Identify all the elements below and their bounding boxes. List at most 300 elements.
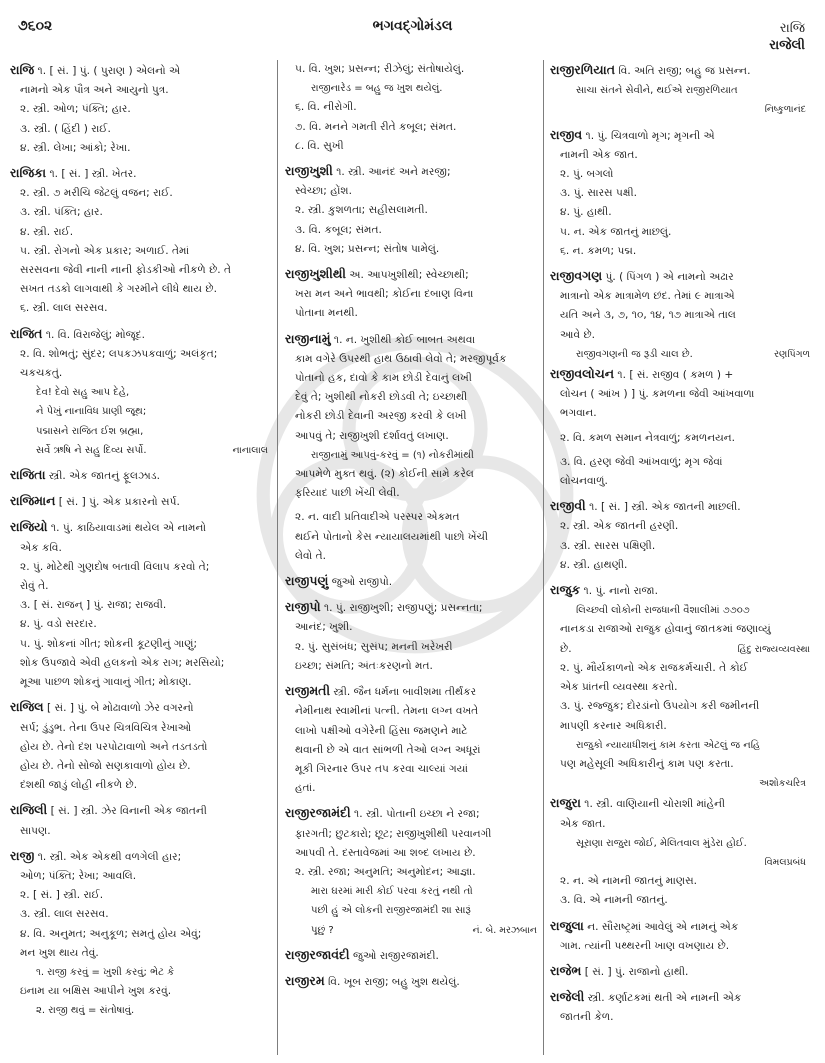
- definition-line: [10, 596, 268, 615]
- line-text: રાજુકો ન્યાયાધીશનું કામ કરતા એટલું જ નહિ: [576, 739, 761, 751]
- entry-headword-line: [285, 161, 537, 182]
- citation-source: [550, 100, 810, 119]
- headword: રાજીખુશીથી: [285, 266, 347, 282]
- definition-line: [550, 453, 810, 472]
- line-text: ૩. સ્ત્રી. સારસ પક્ષિણી.: [560, 539, 656, 552]
- column-divider: [277, 60, 278, 1055]
- line-text: ૫. વિ. ખુશ; પ્રસન્ન; રીઝેલું; સંતોષાયેલું.: [295, 63, 465, 75]
- line-text: ૩. સ્ત્રી. પંક્તિ; હાર.: [20, 206, 103, 219]
- definition-line: [285, 508, 537, 527]
- entry-headword-line: [550, 916, 810, 937]
- definition-line: [10, 776, 268, 795]
- definition-line: [550, 556, 810, 575]
- definition-line: [10, 635, 268, 654]
- line-text: નાનકડા રાજાઓ રાજુક હોવાનું જાતકમાં જણાવ્યું: [560, 623, 771, 636]
- definition-line: [550, 755, 810, 774]
- definition-line: [285, 825, 537, 844]
- definition-line: [285, 369, 537, 388]
- definition-line: [285, 60, 537, 79]
- guide-word-first: રાજિ: [779, 21, 805, 36]
- line-text: ૪. વિ. અનુમત; અનુકૂળ; સમતું હોય એવું;: [20, 927, 202, 940]
- line-text: વિ. ખૂબ રાજી; બહુ ખુશ થયેલું.: [324, 975, 460, 988]
- citation-line: [285, 921, 537, 940]
- line-text: ૨. પું. સુસંબંધ; સુસંપ; મનની ખરેખરી: [295, 640, 453, 653]
- entry-headword-line: [550, 987, 810, 1008]
- line-text: રાજીનારેડ = બહુ જ ખુશ થયેલું.: [311, 83, 443, 95]
- citation-line: [285, 901, 537, 920]
- line-text: આપમેળે મુક્ત થવું. (૨) કોઈની સામે કરેલ: [295, 468, 474, 481]
- entry-headword-line: [550, 793, 810, 814]
- headword: રાજિત: [10, 325, 43, 341]
- line-text: ૩. વિ. હરણ જેવી આંખવાળું; મૃગ જેવાં: [560, 455, 723, 468]
- line-text: ૨. સ્ત્રી. રજા; અનુમતિ; અનુમોદન; આજ્ઞા.: [295, 865, 476, 878]
- entry-headword-line: [550, 961, 810, 982]
- line-text: સ્ત્રી. એક જાતનું ફૂલઝાડ.: [45, 470, 160, 483]
- line-text: કામ વગેરે ઉપરથી હાથ ઉઠાવી લેવો તે; મરજીપૂર્વક: [295, 352, 507, 365]
- line-text: ઓળ; પંક્તિ; રેખા; આવલિ.: [20, 869, 137, 882]
- citation-source: હિંદુ રાજ્યવ્યવસ્થા: [737, 643, 810, 655]
- line-text: ૨. પું. મોટેથી ગુણદોષ બતાવી વિલાપ કરવો તે;: [20, 560, 210, 573]
- line-text: ૧. સ્ત્રી. આનંદ અને મરજી;: [332, 166, 451, 179]
- line-text: [ સં. ] પું. બે મોઢાવાળો ઝેર વગરનો: [43, 702, 194, 715]
- line-text: ૭. વિ. મનને ગમતી રીતે કબૂલ; સંમત.: [295, 120, 457, 133]
- line-text: ૧. [ સં. ] પું. ( પુરાણ ) એલનો એ: [34, 65, 181, 77]
- definition-line: [285, 137, 537, 156]
- definition-line: [285, 844, 537, 863]
- line-text: રાજીવગણની જ રૂડી ચાલ છે.: [576, 348, 693, 360]
- entry-headword-line: [285, 571, 537, 592]
- line-text: ઇનામ યા બક્ષિસ આપીને ખુશ કરવું.: [20, 985, 172, 998]
- entry-headword-line: [550, 60, 810, 81]
- line-text: નિષ્કુળાનંદ: [764, 104, 806, 116]
- definition-line: [550, 472, 810, 491]
- line-text: ૩. પું. રજ્જુક; દોરડાંનો ઉપયોગ કરી જમીનની: [560, 700, 760, 713]
- entry-headword-line: [285, 945, 537, 966]
- line-text: પોતાના મનથી.: [295, 307, 358, 320]
- line-text: હોય છે. તેનો સોજો સણકાવાળો હોય છે.: [20, 759, 191, 772]
- guide-words: [769, 20, 805, 54]
- definition-line: [285, 465, 537, 484]
- citation-line: [550, 601, 810, 620]
- line-text: ૫. સ્ત્રી. રોગનો એક પ્રકાર; અળાઈ. તેમાં: [20, 244, 190, 257]
- definition-line: [550, 287, 810, 306]
- line-text: પૂછું ?: [311, 924, 334, 936]
- line-text: ૫. પું. શોકનાં ગીત; શોકની કૂટણીનું ગાણું;: [20, 637, 198, 650]
- definition-line: [10, 982, 268, 1001]
- entry-headword-line: [285, 329, 537, 350]
- entry-headword-line: [285, 597, 537, 618]
- page-number: ૭૬૦૨: [18, 18, 53, 34]
- line-text: દંશથી જાડું લોહી નીકળે છે.: [20, 779, 138, 792]
- line-text: એક કવિ.: [20, 541, 62, 554]
- line-text: ૨. વિ. શોભતું; સુંદર; લપકઝપકવાળું; અલંકૃત;: [20, 347, 218, 360]
- definition-line: [10, 673, 268, 692]
- line-text: શોક ઉપજાવે એવી હલકનો એક રાગ; મરસિયો;: [20, 656, 225, 669]
- line-text: ૩. [ સં. રાજન્ ] પું. રાજા; રાજવી.: [20, 599, 167, 612]
- definition-line: [285, 407, 537, 426]
- line-text: [ સં. ] પું. રાજાનો હાથી.: [581, 965, 689, 978]
- definition-line: [285, 638, 537, 657]
- line-text: આવે છે.: [560, 328, 595, 341]
- definition-line: [550, 697, 810, 716]
- headword: રાજીખુશી: [285, 163, 333, 179]
- headword: રાજીવી: [550, 498, 586, 514]
- line-text: ૪. વિ. ખુશ; પ્રસન્ન; સંતોષ પામેલું.: [295, 242, 440, 255]
- line-text: હતાં.: [295, 782, 316, 795]
- line-text: આપવું તે; રાજીખુશી દર્શાવતું લખાણ.: [295, 429, 449, 442]
- line-text: ૬. ન. કમળ; પદ્મ.: [560, 244, 637, 257]
- definition-line: [285, 863, 537, 882]
- definition-line: [550, 659, 810, 678]
- line-text: ને પેખું નાનાવિધ પ્રાણી જૂથ;: [36, 406, 147, 418]
- line-text: ૩. વિ. એ નામની જાતનું.: [560, 894, 668, 907]
- line-text: ખરા મન અને ભાવથી; કોઈના દબાણ વિના: [295, 288, 474, 301]
- definition-line: [285, 528, 537, 547]
- page-header: [0, 14, 825, 58]
- line-text: ૧. સ્ત્રી. વાણિયાની ચોરાશી માંહેની: [580, 798, 726, 811]
- definition-line: [550, 891, 810, 910]
- headword: રાજિયો: [10, 519, 48, 535]
- definition-line: [285, 118, 537, 137]
- line-text: નોકરી છોડી દેવાની અરજી કરવી કે લખી: [295, 410, 467, 423]
- line-text: ૨. [ સં. ] સ્ત્રી. રાઈ.: [20, 889, 104, 902]
- entry-headword-line: [10, 465, 268, 486]
- headword: રાજિતા: [10, 467, 46, 483]
- entry-headword-line: [550, 125, 810, 146]
- headword: રાજેલી: [550, 989, 585, 1005]
- line-text: થવાની છે એ વાત સાંભળી તેઓ લગ્ન અધૂરાં: [295, 743, 481, 756]
- citation-source: નં. બે. મરઝબાન: [472, 924, 537, 936]
- definition-line: [550, 537, 810, 556]
- definition-line: [10, 822, 268, 841]
- definition-line: [550, 165, 810, 184]
- running-title: ભગવદ્ગોમંડલ: [372, 18, 453, 34]
- line-text: પણ મહેસૂલી અધિકારીનું કામ પણ કરતા.: [560, 757, 734, 770]
- definition-line: [550, 223, 810, 242]
- line-text: સ્ત્રી. કર્ણાટકમાં થતી એ નામની એક: [584, 992, 742, 1005]
- definition-line: [550, 184, 810, 203]
- headword: રાજીરજાવંદી: [285, 946, 350, 962]
- line-text: ૨. ન. વાદી પ્રતિવાદીએ પરસ્પર એકમત: [295, 511, 460, 524]
- definition-line: [285, 304, 537, 323]
- entry-headword-line: [10, 491, 268, 512]
- line-text: નામનો એક પૌત્ર અને આયુનો પુત્ર.: [20, 84, 169, 97]
- definition-line: [285, 779, 537, 798]
- line-text: પદ્માસને રાજિત ઈશ બ્રહ્મા,: [36, 425, 144, 437]
- line-text: [ સં. ] સ્ત્રી. ઝેર વિનાની એક જાતની: [47, 805, 207, 818]
- definition-line: [10, 81, 268, 100]
- line-text: ન. સૌરાષ્ટ્રમાં આવેલું એ નામનું એક: [583, 920, 739, 933]
- line-text: [ સં. ] પું. એક પ્રકારનો સર્પ.: [55, 496, 180, 509]
- line-text: ૧. સ્ત્રી. પોતાની ઇચ્છા ને રજા;: [350, 808, 480, 821]
- definition-line: [285, 741, 537, 760]
- definition-line: [10, 577, 268, 596]
- definition-line: [10, 905, 268, 924]
- headword: રાજુરા: [550, 795, 581, 811]
- definition-line: [550, 385, 810, 404]
- definition-line: [285, 722, 537, 741]
- line-text: ભગવાન.: [560, 407, 597, 420]
- line-text: સૂરાણા રાજુરા જોઈ, મેલિતવાલ મુંડેરા હોઈ.: [576, 837, 747, 849]
- definition-line: [285, 618, 537, 637]
- line-text: ઇચ્છા; સંમતિ; અંતઃકરણનો મત.: [295, 659, 433, 672]
- headword: રાજિલી: [10, 802, 48, 818]
- line-text: થઈને પોતાનો કેસ ન્યાયાલયમાંથી પાછો ખેંચી: [295, 530, 489, 543]
- entry-headword-line: [10, 697, 268, 718]
- citation-line: [285, 446, 537, 465]
- line-text: ૪. સ્ત્રી. હાથણી.: [560, 558, 628, 571]
- line-text: ૧. પું. ચિત્રવાળો મૃગ; મૃગની એ: [582, 129, 715, 142]
- line-text: છે.: [560, 642, 572, 655]
- line-text: ૧. [ સં. રાજીવ ( કમળ ) +: [614, 369, 734, 382]
- citation-line: [10, 441, 268, 460]
- definition-line: [285, 760, 537, 779]
- line-text: લેવો તે.: [295, 549, 327, 562]
- line-text: ૫. ન. એક જાતનું માછલું.: [560, 225, 672, 238]
- line-text: પછી હું એ લોકની રાજીરજામંદી શા સારૂં: [311, 905, 471, 917]
- line-text: મન ખુશ થાય તેવું.: [20, 946, 99, 959]
- definition-line: [10, 867, 268, 886]
- line-text: ૨. સ્ત્રી. ઓળ; પંક્તિ; હાર.: [20, 103, 131, 116]
- headword: રાજીમતી: [285, 683, 331, 699]
- headword: રાજીવ: [550, 126, 583, 142]
- headword: રાજુક: [550, 582, 581, 598]
- headword: રાજીવલોચન: [550, 366, 615, 382]
- line-text: ૬. સ્ત્રી. લાલ સરસવ.: [20, 302, 108, 315]
- line-text: ૪. સ્ત્રી. રાઈ.: [20, 225, 74, 238]
- citation-line: [10, 1001, 268, 1020]
- line-text: હોય છે. તેનો દંશ પરપોટાવાળો અને તડતડતો: [20, 740, 208, 753]
- definition-line: [10, 944, 268, 963]
- citation-line: [550, 736, 810, 755]
- entry-headword-line: [550, 580, 810, 601]
- column-right: [550, 60, 810, 1055]
- definition-line: [10, 242, 268, 261]
- line-text: ૮. વિ. સુખી: [295, 139, 344, 152]
- definition-line: [10, 615, 268, 634]
- line-text: ૬. વિ. નીરોગી.: [295, 101, 357, 114]
- line-text: દેવ! દેવો સહુ આપ દેહે,: [36, 387, 130, 399]
- column-divider: [543, 60, 544, 1055]
- definition-line: [10, 100, 268, 119]
- definition-line: [285, 350, 537, 369]
- line-text: ૨. વિ. કમળ સમાન નેત્રવાળું; કમળનયન.: [560, 431, 736, 444]
- definition-line: [550, 203, 810, 222]
- line-text: રોવું તે.: [20, 580, 49, 593]
- citation-source: [550, 853, 810, 872]
- line-text: ૩. પું. સારસ પક્ષી.: [560, 187, 637, 200]
- entry-headword-line: [550, 496, 810, 517]
- line-text: મારા ઘરમાં મારી કોઈ પરવા કરતું નથી તો: [311, 886, 473, 898]
- headword: રાજીપણું: [285, 573, 329, 589]
- definition-line: [285, 388, 537, 407]
- line-text: રાજીનામું આપવું-કરવું = (૧) નોકરીમાંથી: [311, 449, 474, 461]
- citation-line: [550, 345, 810, 364]
- definition-line: [285, 98, 537, 117]
- line-text: લોચનવાળું.: [560, 475, 608, 488]
- line-text: ૨. ન. એ નામની જાતનું માણસ.: [560, 875, 698, 888]
- entry-headword-line: [10, 846, 268, 867]
- definition-line: [285, 547, 537, 566]
- entry-headword-line: [10, 517, 268, 538]
- definition-line: [10, 719, 268, 738]
- definition-line: [550, 242, 810, 261]
- line-text: જુઓ રાજીરજામંદી.: [349, 949, 439, 962]
- line-text: સરસવના જેવી નાની નાની ફોડકીઓ નીકળે છે. તે: [20, 264, 232, 277]
- line-text: વિમલપ્રબંધ: [764, 856, 806, 868]
- definition-line: [285, 221, 537, 240]
- headword: રાજીનામું: [285, 330, 331, 346]
- line-text: આનંદ; ખુશી.: [295, 621, 353, 634]
- definition-line: [10, 261, 268, 280]
- definition-line: [10, 139, 268, 158]
- entry-headword-line: [285, 803, 537, 824]
- headword: રાજીપો: [285, 599, 321, 615]
- definition-line: [10, 539, 268, 558]
- line-text: માત્રાનો એક માત્રામેળ છંદ. તેમાં ૯ માત્રાએ: [560, 290, 735, 303]
- line-text: ૨. રાજી થવું = સંતોષાવું.: [36, 1005, 135, 1017]
- definition-line: [285, 702, 537, 721]
- line-text: ૪. સ્ત્રી. લેખા; આંકો; રેખા.: [20, 141, 131, 154]
- line-text: પું. ( પિંગળ ) એ નામનો અઢાર: [602, 271, 734, 284]
- entry-headword-line: [550, 266, 810, 287]
- entry-headword-line: [285, 264, 537, 285]
- line-text: યતિ અને ૩, ૭, ૧૦, ૧૪, ૧૭ માત્રાએ તાલ: [560, 309, 736, 322]
- line-text: એક જાત.: [560, 817, 606, 830]
- line-text: એક પ્રાંતની વ્યવસ્થા કરતો.: [560, 681, 678, 694]
- line-text: સ્ત્રી. જૈન ધર્મના બાવીશમા તીર્થંકર: [330, 686, 477, 699]
- line-text: વિ. અતિ રાજી; બહુ જ પ્રસન્ન.: [614, 65, 751, 77]
- definition-line: [10, 757, 268, 776]
- line-text: ૧. પું. રાજીખુશી; રાજીપણું; પ્રસન્નતા;: [320, 602, 483, 615]
- line-text: મૂઆ પાછળ શોકનું ગાવાનું ગીત; મોકાણ.: [20, 676, 192, 689]
- line-text: ૧. ન. ખુશીથી કોઈ બાબત અથવા: [330, 333, 476, 346]
- line-text: ૨. સ્ત્રી. એક જાતની હરણી.: [560, 520, 679, 533]
- line-text: ૪. પું. વડો સરદાર.: [20, 618, 97, 631]
- line-text: ૧. [ સં. ] સ્ત્રી. એક જાતની માછલી.: [585, 501, 741, 514]
- citation-line: [550, 834, 810, 853]
- line-text: ૨. પું. બગલો: [560, 168, 614, 181]
- definition-line: [550, 872, 810, 891]
- line-text: અ. આપખુશીથી; સ્વેચ્છાથી;: [346, 269, 469, 282]
- definition-line: [550, 937, 810, 956]
- line-text: જુઓ રાજીપો.: [328, 576, 393, 589]
- line-text: મૂકી ગિરનાર ઉપર તપ કરવા ચાલ્યાં ગયાં: [295, 762, 469, 775]
- line-text: લાખો પક્ષીઓ વગેરેની હિંસા જમણને માટે: [295, 724, 468, 737]
- definition-line: [10, 184, 268, 203]
- line-text: પોતાનો હક, દાવો કે કામ છોડી દેવાનું લખી: [295, 372, 472, 385]
- definition-line: [10, 738, 268, 757]
- definition-line: [550, 146, 810, 165]
- definition-line: [550, 815, 810, 834]
- definition-line: [10, 223, 268, 242]
- definition-line: [10, 120, 268, 139]
- line-text: ૧. રાજી કરવું = ખુશી કરવું; ભેટ કે: [36, 966, 175, 978]
- citation-line: [10, 383, 268, 402]
- definition-line: [10, 654, 268, 673]
- line-text: ૧. [ સં. ] સ્ત્રી. ખેતર.: [46, 168, 137, 181]
- line-text: ૧. સ્ત્રી. એક એકથી વળગેલી હાર;: [34, 850, 182, 863]
- line-text: સાપણ.: [20, 824, 51, 837]
- line-text: ૧. પું. નાનો રાજા.: [580, 585, 659, 598]
- line-text: ગામ. ત્યાંની પથ્થરની ખાણ વખણાય છે.: [560, 939, 730, 952]
- line-text: ૨. સ્ત્રી. ૭ મરીચિ જેટલું વજન; રાઈ.: [20, 187, 173, 200]
- entry-headword-line: [285, 681, 537, 702]
- line-text: લોચન ( આંખ ) ] પું. કમળના જેવી આંખવાળા: [560, 388, 755, 401]
- entry-headword-line: [10, 163, 268, 184]
- line-text: સ્વેચ્છા; હોંશ.: [295, 185, 352, 198]
- headword: રાજિલ: [10, 699, 44, 715]
- entry-headword-line: [285, 971, 537, 992]
- entry-headword-line: [550, 364, 810, 385]
- line-text: દેવું તે; ખુશીથી નોકરી છોડવી તે; ઇચ્છાથી: [295, 391, 468, 404]
- definition-line: [550, 326, 810, 345]
- entry-headword-line: [10, 60, 268, 81]
- citation-line: [10, 963, 268, 982]
- citation-line: [10, 422, 268, 441]
- citation-source: નાનાલાલ: [232, 444, 268, 456]
- definition-line: [550, 1008, 810, 1027]
- line-text: સખત તડકો લાગવાથી કે ગરમીને લીધે થાય છે.: [20, 283, 217, 296]
- headword: રાજેભ: [550, 962, 582, 978]
- line-text: ચકચકતું.: [20, 367, 63, 380]
- line-text: ૨. સ્ત્રી. કુશળતા; સહીસલામતી.: [295, 204, 428, 217]
- definition-line: [550, 517, 810, 536]
- definition-line: [285, 285, 537, 304]
- line-text: સર્પ; ડુંડુભ. તેના ઉપર ચિત્રવિચિત્ર રેખાઓ: [20, 721, 192, 734]
- definition-line: [285, 201, 537, 220]
- citation-source: [550, 774, 810, 793]
- headword: રાજિકા: [10, 165, 47, 181]
- definition-line: [285, 182, 537, 201]
- line-text: અશોકચરિત્ર: [759, 778, 806, 790]
- line-text: આપવી તે. દસ્તાવેજમાં આ શબ્દ લખાય છે.: [295, 846, 476, 859]
- headword: રાજીરમ: [285, 972, 325, 988]
- citation-line: [285, 79, 537, 98]
- definition-line: [10, 345, 268, 364]
- headword: રાજી: [10, 847, 35, 863]
- definition-line: [10, 280, 268, 299]
- definition-line: [550, 620, 810, 639]
- line-text: ૧. વિ. વિરાજેલું; મોજૂદ.: [42, 328, 145, 341]
- line-text: ફારગતી; છુટકારો; છૂટ; રાજીખુશીથી પરવાનગી: [295, 827, 492, 840]
- definition-line: [285, 427, 537, 446]
- entry-headword-line: [10, 324, 268, 345]
- headword: રાજિ: [10, 62, 35, 77]
- definition-line: [10, 925, 268, 944]
- entry-headword-line: [10, 800, 268, 821]
- headword: રાજિમાન: [10, 493, 56, 509]
- headword: રાજીરળિયાત: [550, 62, 615, 77]
- line-text: લિચ્છવી લોકોની રાજધાની વૈશાલીમાં ૭૭૦૭: [576, 605, 750, 617]
- citation-source: રણપિંગળ: [774, 348, 810, 360]
- definition-line: [550, 306, 810, 325]
- definition-line: [285, 484, 537, 503]
- citation-line: [550, 81, 810, 100]
- headword: રાજુલા: [550, 917, 584, 933]
- line-text: ૪. પું. હાથી.: [560, 206, 612, 219]
- line-text: નામની એક જાત.: [560, 148, 638, 161]
- definition-line: [550, 404, 810, 423]
- citation-line: [10, 402, 268, 421]
- definition-line: [10, 364, 268, 383]
- definition-line: [550, 678, 810, 697]
- guide-word-last: રાજેલી: [769, 38, 805, 53]
- definition-line: [10, 558, 268, 577]
- headword: રાજીરજામંદી: [285, 805, 351, 821]
- citation-line: [285, 882, 537, 901]
- line-text: ૩. સ્ત્રી. લાલ સરસવ.: [20, 908, 109, 921]
